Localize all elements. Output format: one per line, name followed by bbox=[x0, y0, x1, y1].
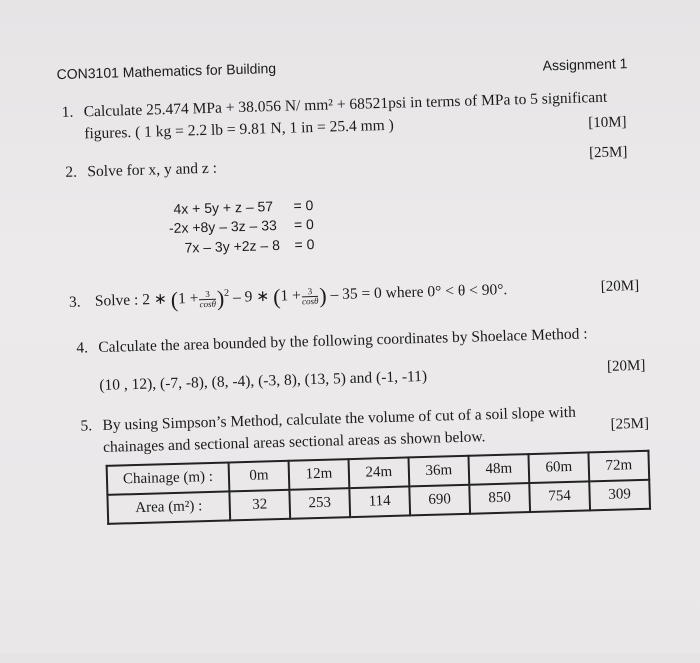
chainage-area-table bbox=[106, 450, 651, 525]
question-number: 5. bbox=[80, 417, 93, 435]
table-cell: 754 bbox=[529, 481, 590, 512]
term-coefficient-2: – 9 ∗ bbox=[232, 287, 270, 306]
table-cell: 690 bbox=[409, 485, 470, 516]
question-1-line-1 bbox=[61, 89, 607, 122]
question-number: 4. bbox=[76, 339, 89, 357]
equation-3 bbox=[184, 236, 314, 256]
question-2-mark: [25M] bbox=[588, 144, 628, 162]
fraction bbox=[302, 286, 319, 305]
equation-lhs: 4x + 5y + z – 57 bbox=[173, 198, 274, 217]
table-cell: 253 bbox=[289, 488, 350, 519]
close-paren: ) bbox=[216, 285, 225, 311]
question-4 bbox=[76, 325, 588, 357]
row-label-area: Area (m²) : bbox=[107, 491, 230, 523]
question-4-text: Calculate the area bounded by the following coordinates by Shoelace Method : bbox=[98, 325, 588, 357]
question-5-line-2: chainages and sectional areas sectional areas as shown below. bbox=[102, 428, 486, 456]
equation-rhs: = 0 bbox=[294, 235, 315, 253]
assignment-title: Assignment 1 bbox=[542, 55, 628, 74]
exponent: 2 bbox=[223, 287, 230, 299]
fraction-numerator: 3 bbox=[302, 286, 319, 296]
question-5-mark: [25M] bbox=[610, 415, 650, 433]
table-cell: 0m bbox=[229, 461, 290, 492]
table-cell: 36m bbox=[409, 456, 470, 487]
open-paren: ( bbox=[170, 286, 179, 313]
question-number: 3. bbox=[68, 293, 81, 311]
equation-lhs: 7x – 3y +2z – 8 bbox=[184, 236, 281, 256]
table-cell: 24m bbox=[349, 457, 410, 488]
table-cell: 114 bbox=[349, 486, 410, 517]
question-1-line-2: figures. ( 1 kg = 2.2 lb = 9.81 N, 1 in = 25.4 mm ) bbox=[84, 116, 394, 143]
table-cell: 309 bbox=[589, 480, 650, 511]
table-cell: 32 bbox=[229, 490, 290, 521]
question-4-mark: [20M] bbox=[606, 357, 646, 375]
open-paren: ( bbox=[272, 283, 281, 310]
one-plus: 1 + bbox=[280, 286, 302, 305]
equation-rhs: = 0 bbox=[293, 197, 314, 214]
question-number: 2. bbox=[65, 163, 78, 181]
row-label-chainage: Chainage (m) : bbox=[107, 462, 230, 494]
equation-rhs: = 0 bbox=[293, 215, 315, 233]
question-2-text: Solve for x, y and z : bbox=[87, 159, 218, 181]
course-title: CON3101 Mathematics for Building bbox=[56, 59, 277, 83]
fraction bbox=[199, 289, 216, 308]
equation-tail: – 35 = 0 where 0° < θ < 90°. bbox=[330, 281, 508, 304]
table-cell: 48m bbox=[468, 454, 529, 485]
table-cell: 12m bbox=[289, 459, 350, 490]
table-cell: 850 bbox=[469, 483, 530, 514]
question-3 bbox=[69, 278, 508, 316]
one-plus: 1 + bbox=[177, 289, 199, 308]
equation-2 bbox=[169, 216, 314, 236]
question-4-coordinates: (10 , 12), (-7, -8), (8, -4), (-3, 8), (13, 5) and (-1, -11) bbox=[99, 367, 428, 395]
term-coefficient: 2 ∗ bbox=[142, 290, 168, 309]
question-3-mark: [20M] bbox=[600, 277, 640, 296]
equation-1 bbox=[173, 197, 313, 217]
table-cell: 72m bbox=[588, 451, 649, 482]
question-2 bbox=[65, 160, 217, 182]
close-paren: ) bbox=[318, 282, 327, 308]
fraction-denominator: cosθ bbox=[199, 298, 217, 309]
question-1-mark: [10M] bbox=[588, 114, 627, 132]
fraction-denominator: cosθ bbox=[301, 295, 319, 306]
equation-lhs: -2x +8y – 3z – 33 bbox=[168, 217, 277, 237]
table-cell: 60m bbox=[528, 452, 589, 483]
question-5-line-1 bbox=[80, 404, 576, 436]
solve-label: Solve : bbox=[94, 291, 139, 310]
fraction-numerator: 3 bbox=[199, 289, 216, 299]
question-number: 1. bbox=[61, 103, 74, 121]
question-1-text: Calculate 25.474 MPa + 38.056 N/ mm² + 68521psi in terms of MPa to 5 significant bbox=[83, 88, 608, 121]
question-5-text: By using Simpson’s Method, calculate the volume of cut of a soil slope with bbox=[102, 403, 577, 434]
